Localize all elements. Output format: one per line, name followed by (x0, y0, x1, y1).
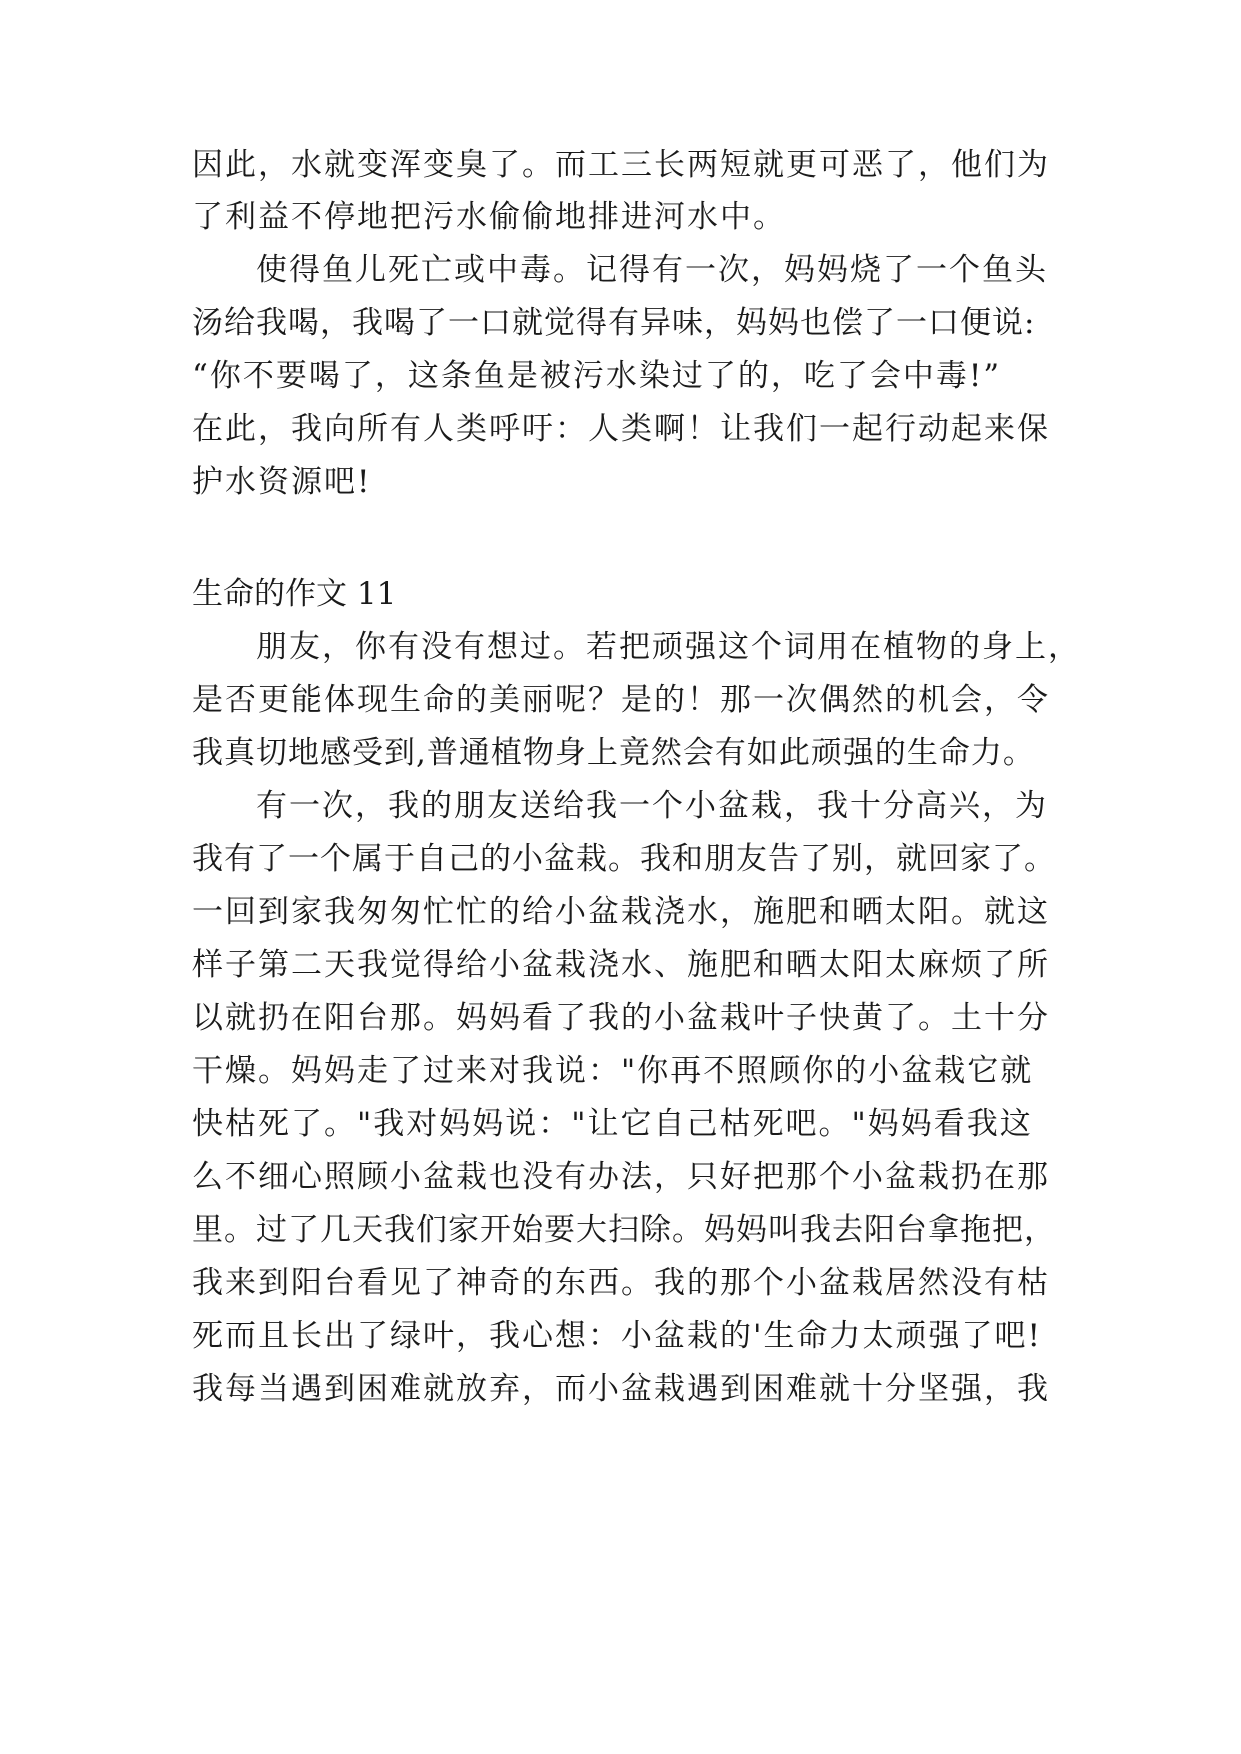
text-line: 我每当遇到困难就放弃，而小盆栽遇到困难就十分坚强，我 (192, 1371, 1050, 1407)
text-line: 以就扔在阳台那。妈妈看了我的小盆栽叶子快黄了。土十分 (192, 1000, 1050, 1036)
text-line: 朋友，你有没有想过。若把顽强这个词用在植物的身上， (256, 629, 1081, 665)
text-line: 干燥。妈妈走了过来对我说："你再不照顾你的小盆栽它就 (192, 1053, 1034, 1089)
text-line: 了利益不停地把污水偷偷地排进河水中。 (192, 199, 786, 235)
text-line: “你不要喝了，这条鱼是被污水染过了的，吃了会中毒!” (192, 358, 1002, 394)
text-line: 我有了一个属于自己的小盆栽。我和朋友告了别，就回家了。 (192, 841, 1056, 877)
text-line: 是否更能体现生命的美丽呢？是的！那一次偶然的机会，令 (192, 682, 1050, 718)
section-title: 生命的作文 11 (192, 576, 397, 612)
text-line: 快枯死了。"我对妈妈说："让它自己枯死吧。"妈妈看我这 (192, 1106, 1033, 1142)
text-line: 里。过了几天我们家开始要大扫除。妈妈叫我去阳台拿拖把， (192, 1212, 1056, 1248)
text-line: 样子第二天我觉得给小盆栽浇水、施肥和晒太阳太麻烦了所 (192, 947, 1050, 983)
text-line: 因此，水就变浑变臭了。而工三长两短就更可恶了，他们为 (192, 147, 1050, 183)
text-line: 汤给我喝，我喝了一口就觉得有异味，妈妈也偿了一口便说: (192, 305, 1036, 341)
text-line: 使得鱼儿死亡或中毒。记得有一次，妈妈烧了一个鱼头 (256, 252, 1048, 288)
text-line: 死而且长出了绿叶，我心想：小盆栽的'生命力太顽强了吧! (192, 1318, 1042, 1354)
text-line: 在此，我向所有人类呼吁：人类啊！让我们一起行动起来保 (192, 411, 1050, 447)
text-line: 我来到阳台看见了神奇的东西。我的那个小盆栽居然没有枯 (192, 1265, 1050, 1301)
text-line: 我真切地感受到,普通植物身上竟然会有如此顽强的生命力。 (192, 735, 1035, 771)
text-line: 护水资源吧! (192, 464, 372, 500)
text-line: 一回到家我匆匆忙忙的给小盆栽浇水，施肥和晒太阳。就这 (192, 894, 1050, 930)
text-line: 有一次，我的朋友送给我一个小盆栽，我十分高兴，为 (256, 788, 1048, 824)
text-line: 么不细心照顾小盆栽也没有办法，只好把那个小盆栽扔在那 (192, 1159, 1050, 1195)
